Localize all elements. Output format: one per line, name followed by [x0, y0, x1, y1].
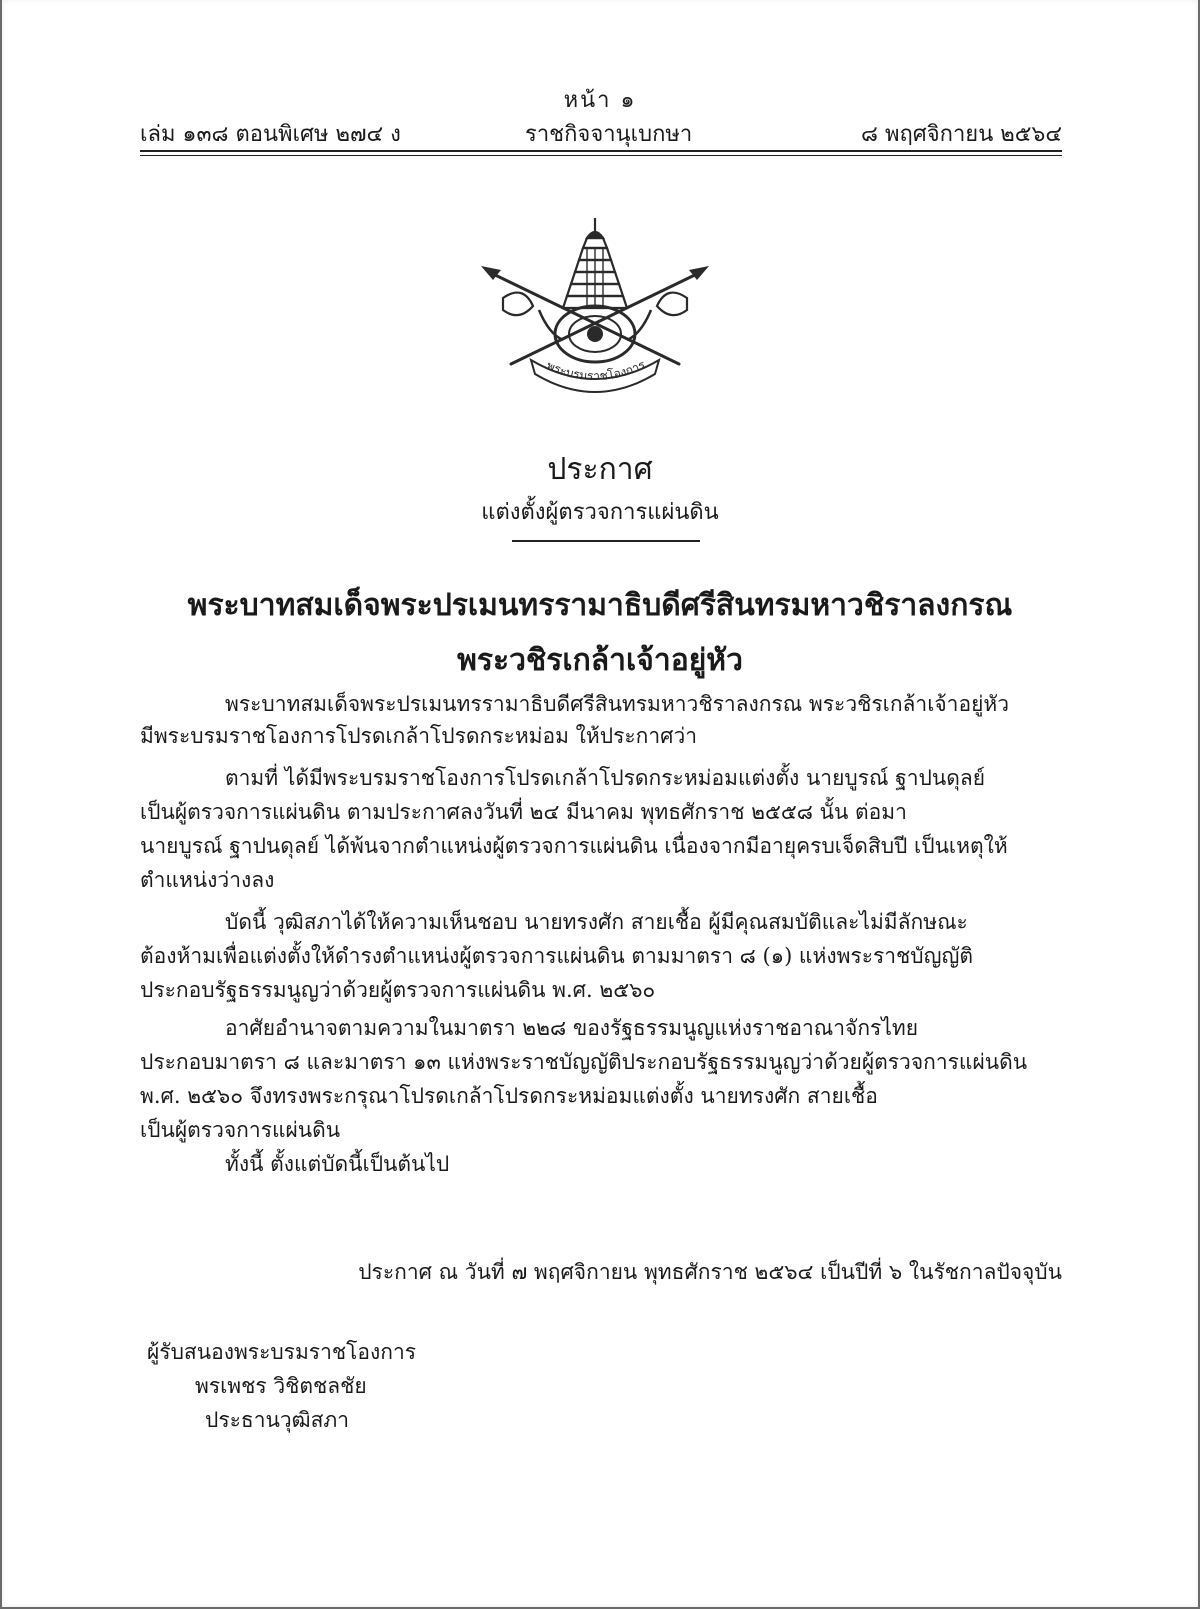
body-line: ประกอบมาตรา ๘ และมาตรา ๑๓ แห่งพระราชบัญญัติประกอบรัฐธรรมนูญว่าด้วยผู้ตรวจการแผ่นดิน: [140, 1050, 1028, 1074]
proclamation-date: ประกาศ ณ วันที่ ๗ พฤศจิกายน พุทธศักราช ๒๕๖๔ เป็นปีที่ ๖ ในรัชกาลปัจจุบัน: [358, 1260, 1062, 1284]
king-name-line-2: พระวชิรเกล้าเจ้าอยู่หัว: [457, 643, 743, 678]
king-name-line-1: พระบาทสมเด็จพระปรเมนทรรามาธิบดีศรีสินทรมหาวชิราลงกรณ: [187, 588, 1013, 623]
signatory-name: พรเพชร วิชิตชลชัย: [195, 1374, 367, 1398]
body-line: เป็นผู้ตรวจการแผ่นดิน ตามประกาศลงวันที่ ๒๔ มีนาคม พุทธศักราช ๒๕๕๘ นั้น ต่อมา: [140, 800, 907, 824]
publication-date: ๘ พฤศจิกายน ๒๕๖๔: [860, 122, 1062, 147]
body-line: มีพระบรมราชโองการโปรดเกล้าโปรดกระหม่อม ให้ประกาศว่า: [140, 724, 698, 748]
header-divider: [140, 150, 1062, 156]
document-title: ประกาศ: [547, 452, 653, 487]
body-line: บัดนี้ วุฒิสภาได้ให้ความเห็นชอบ นายทรงศัก สายเชื้อ ผู้มีคุณสมบัติและไม่มีลักษณะ: [225, 910, 968, 934]
volume-issue: เล่ม ๑๓๘ ตอนพิเศษ ๒๗๔ ง: [140, 122, 401, 147]
seal-text: พระบรมราชโองการ: [544, 357, 648, 384]
body-line: ทั้งนี้ ตั้งแต่บัดนี้เป็นต้นไป: [225, 1152, 450, 1176]
gazette-header: [140, 116, 1062, 150]
body-line: นายบูรณ์ ฐาปนดุลย์ ได้พ้นจากตำแหน่งผู้ตรวจการแผ่นดิน เนื่องจากมีอายุครบเจ็ดสิบปี เป็นเหตุให้: [140, 834, 1008, 858]
page-number: หน้า ๑: [563, 88, 637, 113]
body-line: พระบาทสมเด็จพระปรเมนทรรามาธิบดีศรีสินทรมหาวชิราลงกรณ พระวชิรเกล้าเจ้าอยู่หัว: [225, 692, 1010, 716]
body-line: ตำแหน่งว่างลง: [140, 868, 275, 892]
signatory-title: ประธานวุฒิสภา: [205, 1408, 350, 1432]
countersign-role: ผู้รับสนองพระบรมราชโองการ: [147, 1340, 417, 1364]
body-line: ต้องห้ามเพื่อแต่งตั้งให้ดำรงตำแหน่งผู้ตรวจการแผ่นดิน ตามมาตรา ๘ (๑) แห่งพระราชบัญญัติ: [140, 944, 974, 968]
royal-garuda-seal-icon: [479, 214, 711, 396]
body-line: เป็นผู้ตรวจการแผ่นดิน: [140, 1118, 341, 1142]
title-divider: [512, 540, 700, 542]
document-subtitle: แต่งตั้งผู้ตรวจการแผ่นดิน: [481, 500, 719, 525]
body-line: พ.ศ. ๒๕๖๐ จึงทรงพระกรุณาโปรดเกล้าโปรดกระหม่อมแต่งตั้ง นายทรงศัก สายเชื้อ: [140, 1084, 878, 1108]
body-line: อาศัยอำนาจตามความในมาตรา ๒๒๘ ของรัฐธรรมนูญแห่งราชอาณาจักรไทย: [225, 1016, 919, 1040]
publication-name: ราชกิจจานุเบกษา: [525, 122, 693, 147]
body-line: ประกอบรัฐธรรมนูญว่าด้วยผู้ตรวจการแผ่นดิน พ.ศ. ๒๕๖๐: [140, 978, 656, 1002]
body-line: ตามที่ ได้มีพระบรมราชโองการโปรดเกล้าโปรดกระหม่อมแต่งตั้ง นายบูรณ์ ฐาปนดุลย์: [225, 766, 986, 790]
